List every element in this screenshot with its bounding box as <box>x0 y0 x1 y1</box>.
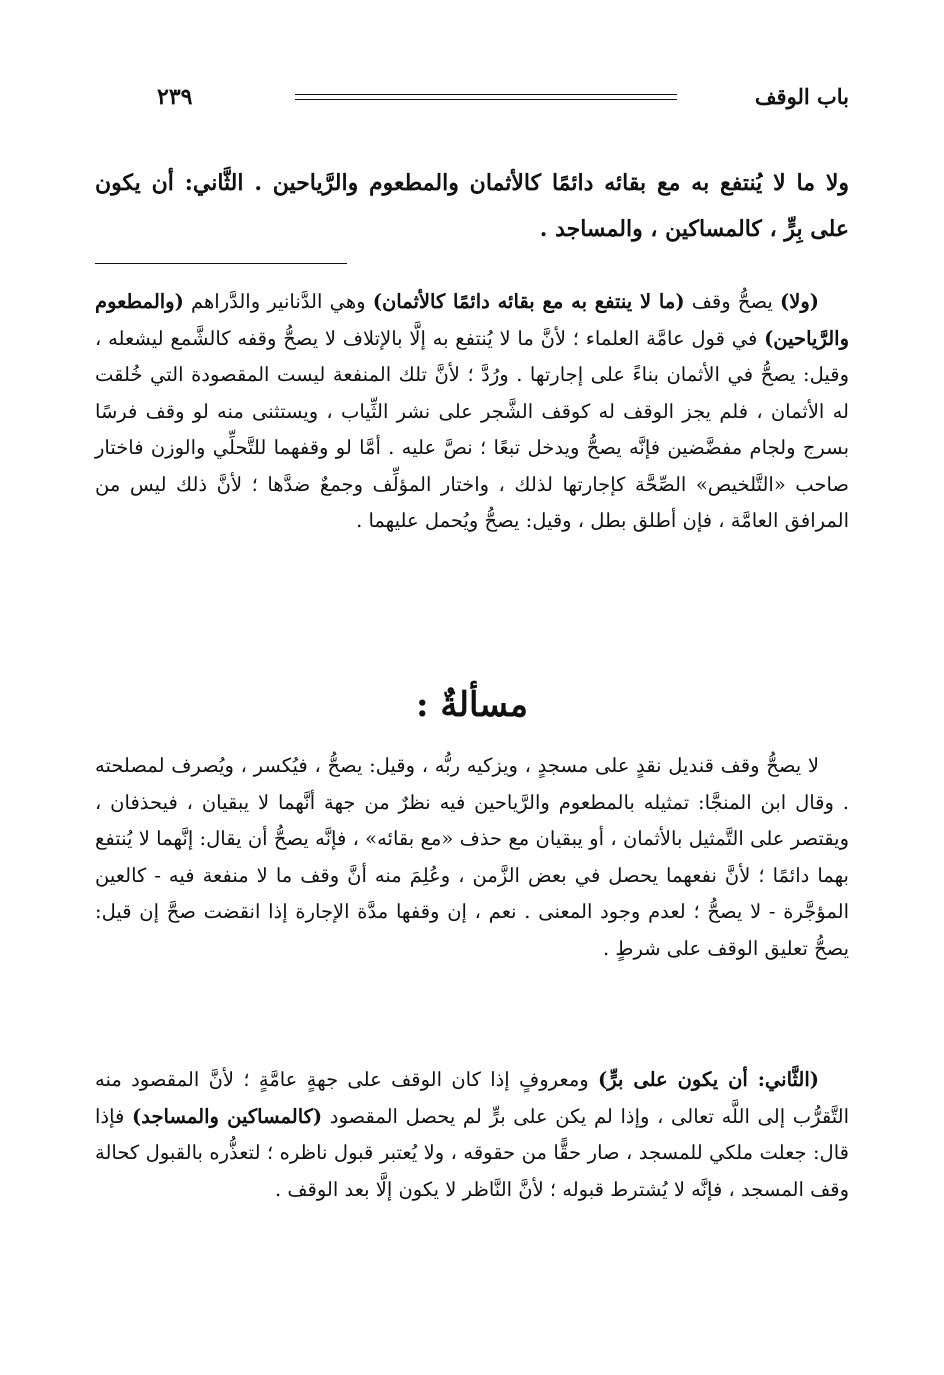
chapter-title: باب الوقف <box>754 84 849 109</box>
text-run: ومعروفٍ إذا كان الوقف على جهةٍ عامَّةٍ ؛ لأنَّ المقصود منه التَّقرُّب إلى اللَّه تعالى ، وإذا لم يكن على برٍّ لم يحصل المقصود <box>95 1068 849 1128</box>
page-number: ٢٣٩ <box>157 84 193 110</box>
base-text: ولا ما لا يُنتفع به مع بقائه دائمًا كالأثمان والمطعوم والرَّياحين . الثَّاني: أن يكون على بِرٍّ ، كالمساكين ، والمساجد . <box>95 170 849 242</box>
text-run: وهي الدَّنانير والدَّراهم <box>183 290 373 313</box>
page-header <box>95 80 849 120</box>
section-heading: مسألةٌ : <box>416 685 528 725</box>
commentary-paragraph-1 <box>95 284 849 540</box>
bold-quote: (كالمساكين والمساجد) <box>132 1104 323 1128</box>
text-run: يصحُّ وقف <box>684 290 780 313</box>
text-run: في قول عامَّة العلماء ؛ لأنَّ ما لا يُنتفع به إلَّا بالإتلاف لا يصحُّ وقفه كالشَّمع ليشعله ، وقيل: يصحُّ في الأثمان بناءً على إجارتها . ورُدَّ ؛ لأنَّ تلك المنفعة ليست المقصودة التي خُلقت له الأثمان ، فلم يجز الوقف له كوقف الشَّجر على نشر الثِّياب ، ويستثنى منه لو وقف فرسًا بسرج ولجام مفضَّضين فإنَّه يصحُّ ويدخل تبعًا ؛ نصَّ عليه . أمَّا لو وقفهما للتَّحلِّي والوزن فاختار صاحب «التَّلخيص» الصِّحَّة كإجارتها لذلك ، واختار المؤلِّف وجمعٌ ضدَّها ؛ لأنَّ ذلك ليس من المرافق العامَّة ، فإن أطلق بطل ، وقيل: يصحُّ ويُحمل عليهما . <box>95 326 849 532</box>
commentary-paragraph-2: لا يصحُّ وقف قنديل نقدٍ على مسجدٍ ، ويزكيه ربُّه ، وقيل: يصحُّ ، فيُكسر ، ويُصرف لمصلحته . وقال ابن المنجَّا: تمثيله بالمطعوم والرَّياحين فيه نظرٌ من جهة أنَّهما لا يبقيان ، فيحذفان ، ويقتصر على التَّمثيل بالأثمان ، أو يبقيان مع حذف «مع بقائه» ، فإنَّه يصحُّ أن يقال: إنَّهما لا يُنتفع بهما دائمًا ؛ لأنَّ نفعهما يحصل في بعض الزَّمن ، وعُلِمَ منه أنَّ وقف ما لا منفعة فيه - كالعين المؤجَّرة - لا يصحُّ ؛ لعدم وجود المعنى . نعم ، إن وقفها مدَّة الإجارة إذا انقضت صحَّ إن قيل: يصحُّ تعليق الوقف على شرطٍ . <box>95 754 849 960</box>
bold-quote: (ولا) <box>780 290 819 313</box>
text-run: فإذا قال: جعلت ملكي للمسجد ، صار حقًّا من حقوقه ، ولا يُعتبر قبول ناظره ؛ لتعذُّره بالقبول كحالة وقف المسجد ، فإنَّه لا يُشترط قبوله ؛ لأنَّ النَّاظر لا يكون إلَّا بعد الوقف . <box>95 1104 849 1201</box>
commentary-paragraph-3 <box>95 1062 849 1208</box>
bold-quote: (الثَّاني: أن يكون على برٍّ) <box>598 1068 819 1091</box>
bold-quote: (ما لا ينتفع به مع بقائه دائمًا كالأثمان) <box>372 290 685 313</box>
bold-quote: (والمطعوم والرَّياحين) <box>95 290 849 350</box>
base-text-divider <box>95 263 347 264</box>
header-rule <box>295 94 677 100</box>
